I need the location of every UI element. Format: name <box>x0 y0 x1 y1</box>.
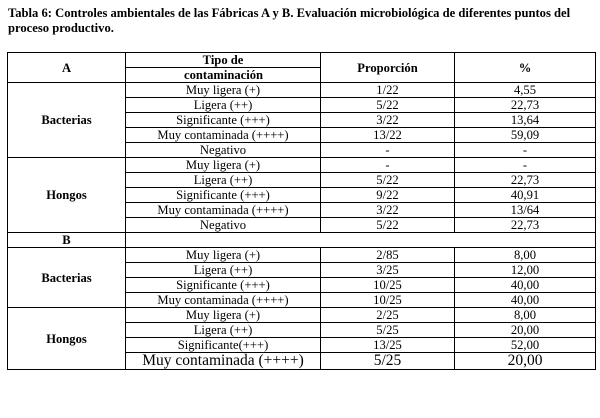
percent-cell: 12,00 <box>455 263 596 278</box>
table-body <box>8 53 596 370</box>
contamination-table <box>7 52 596 370</box>
proportion-cell: 10/25 <box>321 278 455 293</box>
contamination-type-cell: Muy contaminada (++++) <box>126 353 321 370</box>
contamination-type-cell: Muy ligera (+) <box>126 158 321 173</box>
contamination-type-cell: Ligera (++) <box>126 323 321 338</box>
proportion-cell: 3/25 <box>321 263 455 278</box>
group-label: Hongos <box>8 158 126 233</box>
percent-cell: 8,00 <box>455 308 596 323</box>
contamination-type-cell: Significante (+++) <box>126 113 321 128</box>
section-label: B <box>8 233 126 248</box>
table-row <box>8 83 596 98</box>
table-row <box>8 158 596 173</box>
contamination-type-cell: Negativo <box>126 218 321 233</box>
header-tipo-line-2: contaminación <box>126 68 321 83</box>
percent-cell: - <box>455 143 596 158</box>
caption-line-2: proceso productivo. <box>8 21 114 35</box>
percent-cell: 22,73 <box>455 173 596 188</box>
percent-cell: 22,73 <box>455 98 596 113</box>
contamination-type-cell: Ligera (++) <box>126 98 321 113</box>
contamination-type-cell: Ligera (++) <box>126 173 321 188</box>
percent-cell: 22,73 <box>455 218 596 233</box>
proportion-cell: 3/22 <box>321 203 455 218</box>
contamination-type-cell: Muy contaminada (++++) <box>126 128 321 143</box>
table-row <box>8 248 596 263</box>
proportion-cell: 5/25 <box>321 323 455 338</box>
caption-line-1: Tabla 6: Controles ambientales de las Fábricas A y B. Evaluación microbiológica de diferentes puntos del <box>8 6 571 20</box>
proportion-cell: 5/22 <box>321 173 455 188</box>
header-proporcion: Proporción <box>321 53 455 83</box>
proportion-cell: 10/25 <box>321 293 455 308</box>
percent-cell: 52,00 <box>455 338 596 353</box>
percent-cell: - <box>455 158 596 173</box>
contamination-type-cell: Ligera (++) <box>126 263 321 278</box>
percent-cell: 20,00 <box>455 323 596 338</box>
group-label: Bacterias <box>8 248 126 308</box>
table-row <box>8 308 596 323</box>
contamination-type-cell: Muy ligera (+) <box>126 308 321 323</box>
percent-cell: 8,00 <box>455 248 596 263</box>
section-blank-cell <box>126 233 596 248</box>
proportion-cell: 5/22 <box>321 98 455 113</box>
header-tipo-line-1: Tipo de <box>126 53 321 68</box>
group-label: Hongos <box>8 308 126 370</box>
table-caption <box>8 6 594 36</box>
percent-cell: 59,09 <box>455 128 596 143</box>
section-a-label: A <box>8 53 126 83</box>
group-label: Bacterias <box>8 83 126 158</box>
proportion-cell: 1/22 <box>321 83 455 98</box>
proportion-cell: 5/22 <box>321 218 455 233</box>
percent-cell: 20,00 <box>455 353 596 370</box>
contamination-type-cell: Muy contaminada (++++) <box>126 293 321 308</box>
contamination-type-cell: Significante (+++) <box>126 188 321 203</box>
percent-cell: 40,91 <box>455 188 596 203</box>
contamination-type-cell: Negativo <box>126 143 321 158</box>
proportion-cell: 13/22 <box>321 128 455 143</box>
proportion-cell: 3/22 <box>321 113 455 128</box>
contamination-type-cell: Muy ligera (+) <box>126 83 321 98</box>
header-percent: % <box>455 53 596 83</box>
proportion-cell: - <box>321 143 455 158</box>
proportion-cell: 5/25 <box>321 353 455 370</box>
percent-cell: 40,00 <box>455 293 596 308</box>
proportion-cell: 13/25 <box>321 338 455 353</box>
section-separator-row <box>8 233 596 248</box>
percent-cell: 13,64 <box>455 113 596 128</box>
proportion-cell: 9/22 <box>321 188 455 203</box>
percent-cell: 13/64 <box>455 203 596 218</box>
proportion-cell: 2/25 <box>321 308 455 323</box>
contamination-type-cell: Muy contaminada (++++) <box>126 203 321 218</box>
contamination-type-cell: Muy ligera (+) <box>126 248 321 263</box>
percent-cell: 4,55 <box>455 83 596 98</box>
header-row-1 <box>8 53 596 68</box>
contamination-type-cell: Significante(+++) <box>126 338 321 353</box>
percent-cell: 40,00 <box>455 278 596 293</box>
proportion-cell: - <box>321 158 455 173</box>
proportion-cell: 2/85 <box>321 248 455 263</box>
contamination-type-cell: Significante (+++) <box>126 278 321 293</box>
